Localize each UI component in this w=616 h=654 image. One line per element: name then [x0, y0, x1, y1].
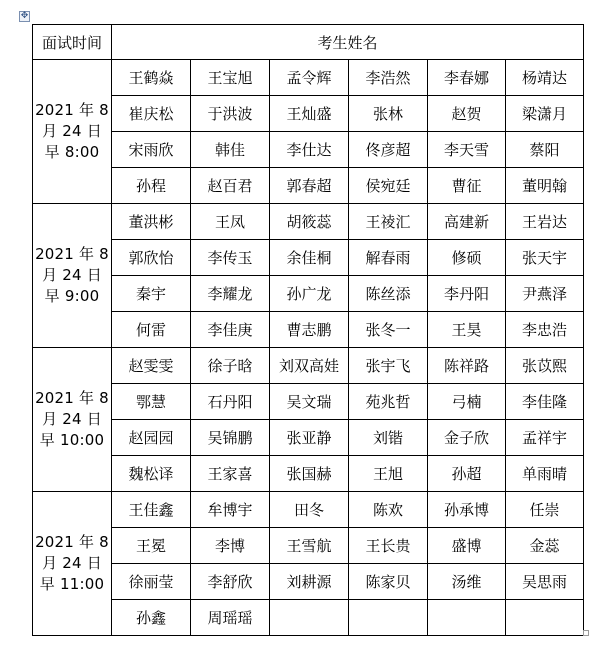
interview-time-line: 月 24 日 — [42, 122, 102, 140]
candidate-name-cell: 单雨晴 — [506, 456, 584, 492]
interview-time-line: 早 8:00 — [44, 143, 100, 161]
candidate-name-cell: 蔡阳 — [506, 132, 584, 168]
candidate-name-cell: 郭欣怡 — [112, 240, 191, 276]
candidate-name-cell: 孙超 — [428, 456, 506, 492]
table-row — [33, 492, 584, 528]
candidate-name-cell: 王昊 — [428, 312, 506, 348]
candidate-name-cell: 金蕊 — [506, 528, 584, 564]
table-move-handle-icon[interactable]: ✥ — [20, 11, 29, 21]
candidate-name-cell: 孙承博 — [428, 492, 506, 528]
candidate-name-cell: 陈家贝 — [349, 564, 428, 600]
candidate-name-cell: 张天宇 — [506, 240, 584, 276]
candidate-name-cell: 郭春超 — [270, 168, 349, 204]
candidate-name-cell: 张亚静 — [270, 420, 349, 456]
candidate-name-cell: 李传玉 — [191, 240, 270, 276]
candidate-name-cell: 弓楠 — [428, 384, 506, 420]
interview-time-cell — [33, 204, 112, 348]
candidate-name-cell: 李佳隆 — [506, 384, 584, 420]
candidate-name-cell: 李舒欣 — [191, 564, 270, 600]
table-row — [33, 60, 584, 96]
candidate-name-cell: 孙程 — [112, 168, 191, 204]
candidate-name-cell: 王旭 — [349, 456, 428, 492]
table-row — [33, 168, 584, 204]
candidate-name-cell: 张林 — [349, 96, 428, 132]
interview-time-cell — [33, 60, 112, 204]
candidate-name-cell: 宋雨欣 — [112, 132, 191, 168]
interview-time-cell — [33, 492, 112, 636]
candidate-name-cell: 苑兆哲 — [349, 384, 428, 420]
candidate-name-cell: 李博 — [191, 528, 270, 564]
candidate-name-cell: 佟彦超 — [349, 132, 428, 168]
candidate-name-cell: 李佳庚 — [191, 312, 270, 348]
table-row — [33, 528, 584, 564]
candidate-name-cell: 王长贵 — [349, 528, 428, 564]
table-row — [33, 96, 584, 132]
table-row — [33, 384, 584, 420]
interview-time-line: 早 9:00 — [44, 287, 100, 305]
candidate-name-cell: 徐子晗 — [191, 348, 270, 384]
candidate-name-cell: 尹燕泽 — [506, 276, 584, 312]
table-row — [33, 312, 584, 348]
candidate-name-cell: 王佳鑫 — [112, 492, 191, 528]
candidate-name-cell: 李天雪 — [428, 132, 506, 168]
candidate-name-cell: 张冬一 — [349, 312, 428, 348]
interview-time-line: 2021 年 8 — [35, 389, 109, 407]
candidate-name-cell: 赵园园 — [112, 420, 191, 456]
candidate-name-cell: 田冬 — [270, 492, 349, 528]
candidate-name-cell: 修硕 — [428, 240, 506, 276]
candidate-name-cell: 张国赫 — [270, 456, 349, 492]
candidate-name-cell: 王凤 — [191, 204, 270, 240]
table-row — [33, 456, 584, 492]
table-row — [33, 564, 584, 600]
candidate-name-cell: 赵贺 — [428, 96, 506, 132]
table-row — [33, 420, 584, 456]
candidate-name-cell: 李丹阳 — [428, 276, 506, 312]
candidate-name-cell: 吴文瑞 — [270, 384, 349, 420]
candidate-name-cell — [506, 600, 584, 636]
candidate-name-cell: 刘锴 — [349, 420, 428, 456]
candidate-name-cell: 曹征 — [428, 168, 506, 204]
candidate-name-cell: 魏松译 — [112, 456, 191, 492]
candidate-name-cell: 赵百君 — [191, 168, 270, 204]
candidate-name-cell: 余佳桐 — [270, 240, 349, 276]
interview-time-line: 早 11:00 — [39, 575, 105, 593]
table-row — [33, 276, 584, 312]
header-candidate-names: 考生姓名 — [112, 25, 584, 60]
candidate-name-cell: 李春娜 — [428, 60, 506, 96]
candidate-name-cell: 刘双高娃 — [270, 348, 349, 384]
interview-time-line: 2021 年 8 — [35, 533, 109, 551]
candidate-name-cell: 鄂慧 — [112, 384, 191, 420]
candidate-name-cell: 孙鑫 — [112, 600, 191, 636]
candidate-name-cell: 吴锦鹏 — [191, 420, 270, 456]
interview-time-cell — [33, 348, 112, 492]
candidate-name-cell: 李仕达 — [270, 132, 349, 168]
candidate-name-cell: 王家喜 — [191, 456, 270, 492]
table-row — [33, 600, 584, 636]
candidate-name-cell: 曹志鹏 — [270, 312, 349, 348]
candidate-name-cell: 胡筱蕊 — [270, 204, 349, 240]
candidate-name-cell: 王岩达 — [506, 204, 584, 240]
candidate-name-cell: 王灿盛 — [270, 96, 349, 132]
candidate-name-cell: 王宝旭 — [191, 60, 270, 96]
candidate-name-cell: 金子欣 — [428, 420, 506, 456]
candidate-name-cell: 张宇飞 — [349, 348, 428, 384]
candidate-name-cell: 王祾汇 — [349, 204, 428, 240]
candidate-name-cell: 李耀龙 — [191, 276, 270, 312]
candidate-name-cell: 陈祥路 — [428, 348, 506, 384]
table-row — [33, 240, 584, 276]
candidate-name-cell: 秦宇 — [112, 276, 191, 312]
candidate-name-cell: 李忠浩 — [506, 312, 584, 348]
candidate-name-cell: 董洪彬 — [112, 204, 191, 240]
candidate-name-cell — [270, 600, 349, 636]
interview-time-line: 2021 年 8 — [35, 245, 109, 263]
candidate-name-cell: 韩佳 — [191, 132, 270, 168]
candidate-name-cell: 王冕 — [112, 528, 191, 564]
table-row — [33, 132, 584, 168]
candidate-name-cell — [428, 600, 506, 636]
candidate-name-cell: 崔庆松 — [112, 96, 191, 132]
interview-time-line: 月 24 日 — [42, 266, 102, 284]
candidate-name-cell: 杨靖达 — [506, 60, 584, 96]
candidate-name-cell: 孟祥宇 — [506, 420, 584, 456]
candidate-name-cell: 陈欢 — [349, 492, 428, 528]
candidate-name-cell: 孟令辉 — [270, 60, 349, 96]
candidate-name-cell: 梁潇月 — [506, 96, 584, 132]
candidate-name-cell: 于洪波 — [191, 96, 270, 132]
header-interview-time: 面试时间 — [33, 25, 112, 60]
candidate-name-cell: 盛博 — [428, 528, 506, 564]
interview-time-line: 月 24 日 — [42, 410, 102, 428]
candidate-name-cell: 高建新 — [428, 204, 506, 240]
candidate-name-cell: 石丹阳 — [191, 384, 270, 420]
interview-schedule-table — [32, 24, 584, 636]
candidate-name-cell: 牟博宇 — [191, 492, 270, 528]
candidate-name-cell: 徐丽莹 — [112, 564, 191, 600]
candidate-name-cell: 王雪航 — [270, 528, 349, 564]
candidate-name-cell: 周瑶瑶 — [191, 600, 270, 636]
candidate-name-cell: 任崇 — [506, 492, 584, 528]
interview-time-line: 早 10:00 — [39, 431, 105, 449]
candidate-name-cell: 李浩然 — [349, 60, 428, 96]
header-row — [33, 25, 584, 60]
candidate-name-cell: 侯宛廷 — [349, 168, 428, 204]
schedule-body — [33, 60, 584, 636]
candidate-name-cell: 刘耕源 — [270, 564, 349, 600]
table-resize-handle[interactable] — [583, 630, 589, 636]
candidate-name-cell: 张苡熙 — [506, 348, 584, 384]
candidate-name-cell: 董明翰 — [506, 168, 584, 204]
candidate-name-cell: 何雷 — [112, 312, 191, 348]
table-row — [33, 348, 584, 384]
interview-time-line: 2021 年 8 — [35, 101, 109, 119]
candidate-name-cell: 汤维 — [428, 564, 506, 600]
candidate-name-cell: 解春雨 — [349, 240, 428, 276]
candidate-name-cell: 赵雯雯 — [112, 348, 191, 384]
table-row — [33, 204, 584, 240]
candidate-name-cell: 陈丝添 — [349, 276, 428, 312]
candidate-name-cell: 孙广龙 — [270, 276, 349, 312]
interview-time-line: 月 24 日 — [42, 554, 102, 572]
candidate-name-cell — [349, 600, 428, 636]
candidate-name-cell: 吴思雨 — [506, 564, 584, 600]
candidate-name-cell: 王鹤焱 — [112, 60, 191, 96]
